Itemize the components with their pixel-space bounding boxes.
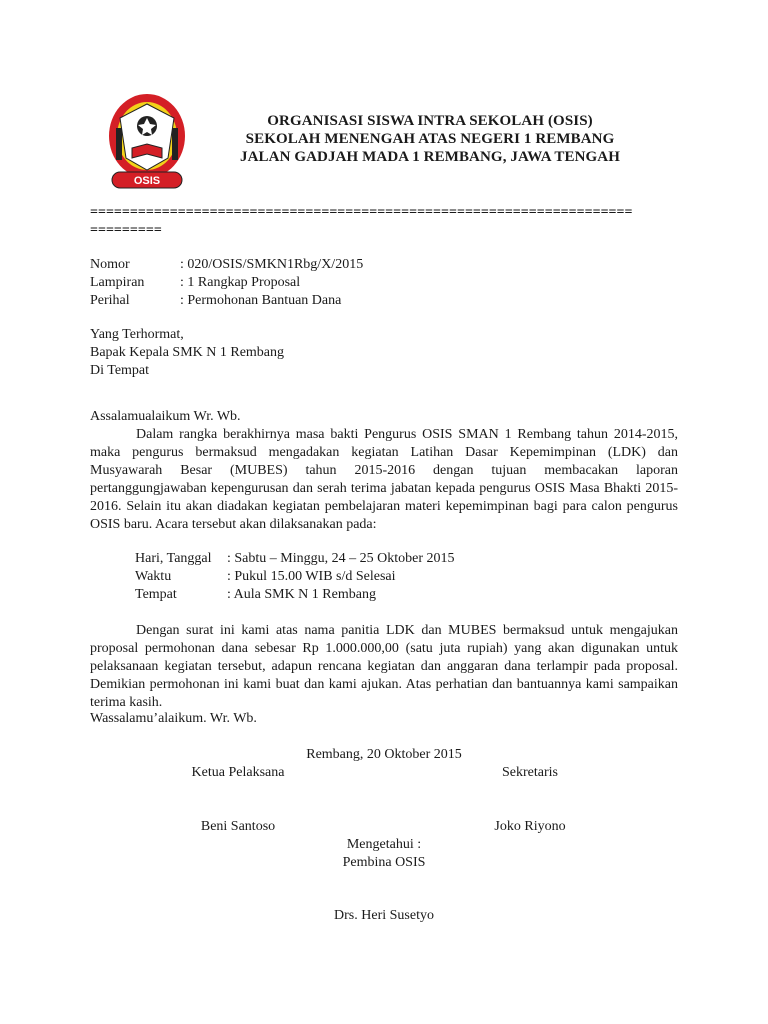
agenda-date-label: Hari, Tanggal [135,551,212,566]
nomor-label: Nomor [90,257,130,272]
signature-left-role: Ketua Pelaksana [191,765,285,780]
meta-nomor [90,256,363,274]
signature-right-name: Joko Riyono [494,819,566,834]
lampiran-label: Lampiran [90,275,145,290]
letterhead-school: SEKOLAH MENENGAH ATAS NEGERI 1 REMBANG [245,131,615,147]
lampiran-value: : 1 Rangkap Proposal [180,275,301,290]
greeting: Assalamualaikum Wr. Wb. [90,409,241,424]
letterhead-divider [90,204,690,240]
recipient-salutation: Yang Terhormat, [90,327,184,342]
recipient-name: Bapak Kepala SMK N 1 Rembang [90,345,285,360]
perihal-value: : Permohonan Bantuan Dana [180,293,342,308]
letterhead-address: JALAN GADJAH MADA 1 REMBANG, JAWA TENGAH [240,149,620,165]
agenda-time [135,568,455,586]
advisor-role: Pembina OSIS [342,855,426,870]
closing-greeting: Wassalamu’alaikum. Wr. Wb. [90,711,257,726]
osis-logo [106,92,188,192]
divider-line-1: ==================================================================== [90,205,633,220]
recipient-block [90,326,284,380]
meta-lampiran [90,274,363,292]
advisor-name: Drs. Heri Susetyo [334,908,434,923]
agenda-place [135,586,455,604]
agenda-date [135,550,455,568]
agenda-place-label: Tempat [135,587,177,602]
perihal-label: Perihal [90,293,130,308]
agenda-block [135,550,455,604]
agenda-place-value: : Aula SMK N 1 Rembang [227,587,376,602]
letterhead [210,112,650,166]
agenda-time-value: : Pukul 15.00 WIB s/d Selesai [227,569,396,584]
paragraph-1-text: Dalam rangka berakhirnya masa bakti Pengurus OSIS SMAN 1 Rembang tahun 2014-2015, maka pengurus bermaksud mengadakan kegiatan Latihan Dasar Kepemimpinan (LDK) dan Musyawarah Besar (MUBES) tahun 2015-2016 dengan tujuan membacakan laporan pertanggungjawaban kepengurusan dan serah terima jabatan kepada pengurus OSIS Masa Bhakti 2015-2016. Selain itu akan diadakan kegiatan pembelajaran materi kepemimpinan bagi para calon pengurus OSIS baru. Acara tersebut akan dilaksanakan pada: [90,427,678,532]
logo-osis-text: OSIS [133,175,161,187]
paragraph-2 [90,622,678,712]
divider-line-2: ========= [90,223,162,238]
signature-right-role: Sekretaris [502,765,558,780]
letterhead-org: ORGANISASI SISWA INTRA SEKOLAH (OSIS) [267,113,593,129]
acknowledged-label: Mengetahui : [346,837,422,852]
signature-left-name: Beni Santoso [200,819,276,834]
nomor-value: : 020/OSIS/SMKN1Rbg/X/2015 [180,257,364,272]
place-date: Rembang, 20 Oktober 2015 [306,747,462,762]
letter-meta [90,256,363,310]
meta-perihal [90,292,363,310]
agenda-time-label: Waktu [135,569,172,584]
paragraph-2-text: Dengan surat ini kami atas nama panitia LDK dan MUBES bermaksud untuk mengajukan proposal permohonan dana sebesar Rp 1.000.000,00 (satu juta rupiah) yang akan digunakan untuk pelaksanaan kegiatan tersebut, adapun rencana kegiatan dan anggaran dana terlampir pada proposal. Demikian permohonan ini kami buat dan kami ajukan. Atas perhatian dan bantuannya kami sampaikan terima kasih. [90,623,678,710]
recipient-place: Di Tempat [90,363,150,378]
agenda-date-value: : Sabtu – Minggu, 24 – 25 Oktober 2015 [227,551,455,566]
paragraph-1 [90,426,678,534]
